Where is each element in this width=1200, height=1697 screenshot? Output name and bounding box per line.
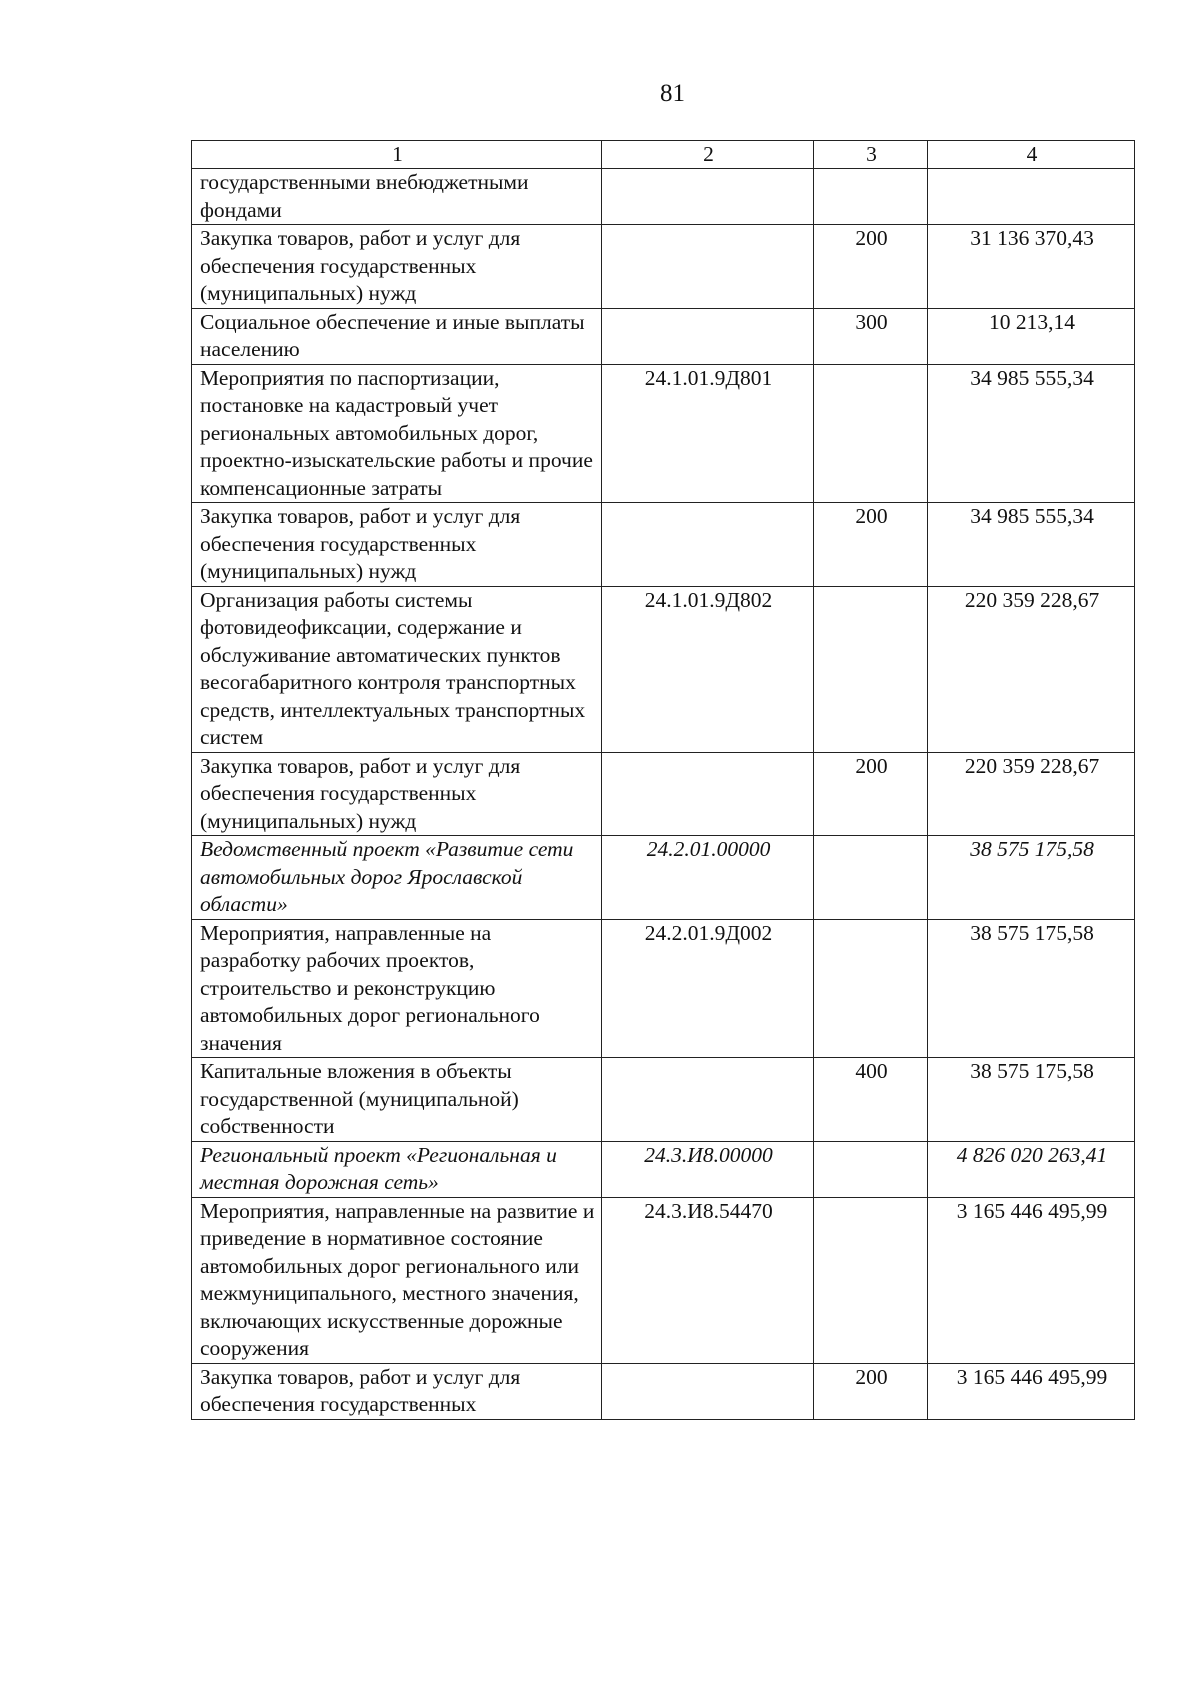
row-code: 24.3.И8.54470 — [602, 1197, 814, 1363]
table-row — [192, 225, 1135, 309]
row-code: 24.2.01.9Д002 — [602, 919, 814, 1058]
row-name: Мероприятия по паспортизации, постановке на кадастровый учет региональных автомобильных дорог, проектно-изыскательские работы и прочие компенсационные затраты — [192, 364, 602, 503]
row-code: 24.1.01.9Д801 — [602, 364, 814, 503]
table-row — [192, 1058, 1135, 1142]
row-expense-type — [814, 169, 928, 225]
row-name: Организация работы системы фотовидеофиксации, содержание и обслуживание автоматических пунктов весогабаритного контроля транспортных средств, интеллектуальных транспортных систем — [192, 586, 602, 752]
column-header-3: 3 — [814, 141, 928, 169]
row-code — [602, 503, 814, 587]
row-name: Ведомственный проект «Развитие сети автомобильных дорог Ярославской области» — [192, 836, 602, 920]
row-code: 24.3.И8.00000 — [602, 1141, 814, 1197]
row-code: 24.2.01.00000 — [602, 836, 814, 920]
row-expense-type — [814, 919, 928, 1058]
row-name: Закупка товаров, работ и услуг для обеспечения государственных (муниципальных) нужд — [192, 503, 602, 587]
table-row — [192, 586, 1135, 752]
row-amount: 34 985 555,34 — [928, 503, 1135, 587]
row-code — [602, 752, 814, 836]
row-amount: 220 359 228,67 — [928, 752, 1135, 836]
row-amount: 3 165 446 495,99 — [928, 1363, 1135, 1419]
row-expense-type — [814, 836, 928, 920]
column-header-4: 4 — [928, 141, 1135, 169]
budget-table — [191, 140, 1135, 1420]
table-row — [192, 752, 1135, 836]
table-row — [192, 503, 1135, 587]
row-amount: 220 359 228,67 — [928, 586, 1135, 752]
table-row — [192, 1197, 1135, 1363]
row-name: Закупка товаров, работ и услуг для обеспечения государственных (муниципальных) нужд — [192, 752, 602, 836]
table-row — [192, 364, 1135, 503]
table-row — [192, 169, 1135, 225]
row-name: Мероприятия, направленные на разработку рабочих проектов, строительство и реконструкцию автомобильных дорог регионального значения — [192, 919, 602, 1058]
row-expense-type — [814, 364, 928, 503]
row-name: Региональный проект «Региональная и местная дорожная сеть» — [192, 1141, 602, 1197]
row-expense-type: 400 — [814, 1058, 928, 1142]
row-amount — [928, 169, 1135, 225]
page-number: 81 — [660, 80, 685, 107]
row-name: Мероприятия, направленные на развитие и приведение в нормативное состояние автомобильных дорог регионального или межмуниципального, местного значения, включающих искусственные дорожные сооружения — [192, 1197, 602, 1363]
row-amount: 34 985 555,34 — [928, 364, 1135, 503]
row-expense-type — [814, 586, 928, 752]
row-amount: 10 213,14 — [928, 308, 1135, 364]
table-row — [192, 1141, 1135, 1197]
row-code: 24.1.01.9Д802 — [602, 586, 814, 752]
row-code — [602, 308, 814, 364]
row-code — [602, 1363, 814, 1419]
column-header-1: 1 — [192, 141, 602, 169]
table-body — [192, 169, 1135, 1420]
row-name: Закупка товаров, работ и услуг для обеспечения государственных (муниципальных) нужд — [192, 225, 602, 309]
row-expense-type: 300 — [814, 308, 928, 364]
row-code — [602, 225, 814, 309]
table-row — [192, 1363, 1135, 1419]
row-amount: 31 136 370,43 — [928, 225, 1135, 309]
table-row — [192, 836, 1135, 920]
row-amount: 38 575 175,58 — [928, 836, 1135, 920]
column-header-2: 2 — [602, 141, 814, 169]
row-amount: 3 165 446 495,99 — [928, 1197, 1135, 1363]
row-name: Социальное обеспечение и иные выплаты населению — [192, 308, 602, 364]
table-row — [192, 919, 1135, 1058]
row-code — [602, 169, 814, 225]
row-expense-type — [814, 1197, 928, 1363]
row-expense-type: 200 — [814, 225, 928, 309]
row-amount: 38 575 175,58 — [928, 919, 1135, 1058]
row-expense-type — [814, 1141, 928, 1197]
row-name: Закупка товаров, работ и услуг для обеспечения государственных — [192, 1363, 602, 1419]
table-header-row — [192, 141, 1135, 169]
row-name: Капитальные вложения в объекты государственной (муниципальной) собственности — [192, 1058, 602, 1142]
table-row — [192, 308, 1135, 364]
row-expense-type: 200 — [814, 503, 928, 587]
row-amount: 4 826 020 263,41 — [928, 1141, 1135, 1197]
row-expense-type: 200 — [814, 1363, 928, 1419]
row-name: государственными внебюджетными фондами — [192, 169, 602, 225]
row-code — [602, 1058, 814, 1142]
row-amount: 38 575 175,58 — [928, 1058, 1135, 1142]
row-expense-type: 200 — [814, 752, 928, 836]
